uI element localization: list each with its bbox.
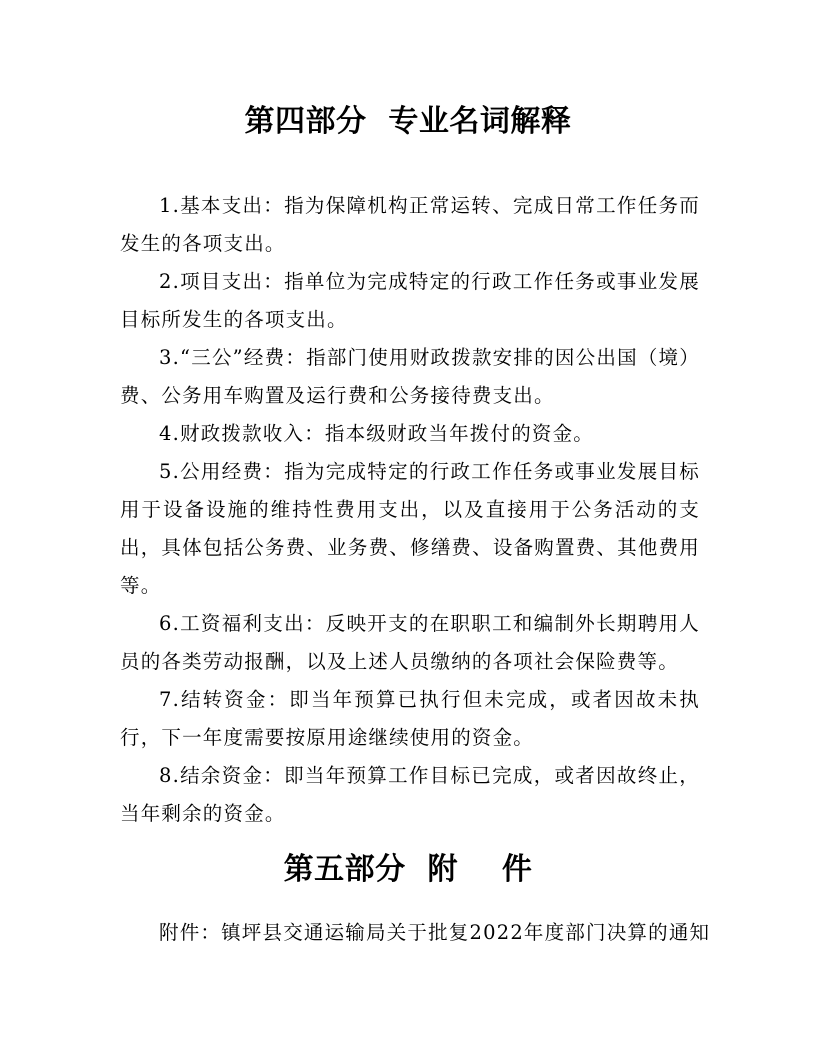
section-5-heading: 第五部分 附 件 [283,852,533,887]
term-three-public-funds: 3.“三公”经费：指部门使用财政拨款安排的因公出国（境）费、公务用车购置及运行费和公务接待费支出。 [120,346,700,407]
term-public-funds: 5.公用经费：指为完成特定的行政工作任务或事业发展目标用于设备设施的维持性费用支出，以及直接用于公务活动的支出，具体包括公务费、业务费、修缮费、设备购置费、其他费用等。 [120,460,700,597]
section-4-heading: 第四部分 专业名词解释 [244,104,572,139]
term-definitions-list [120,187,700,833]
term-surplus-funds: 8.结余资金：即当年预算工作目标已完成，或者因故终止，当年剩余的资金。 [120,764,700,825]
term-wages-welfare-expenditure: 6.工资福利支出：反映开支的在职职工和编制外长期聘用人员的各类劳动报酬，以及上述人员缴纳的各项社会保险费等。 [120,612,700,673]
term-basic-expenditure: 1.基本支出：指为保障机构正常运转、完成日常工作任务而发生的各项支出。 [120,194,700,255]
attachment-line: 附件：镇坪县交通运输局关于批复2022年度部门决算的通知 [159,921,711,944]
term-project-expenditure: 2.项目支出：指单位为完成特定的行政工作任务或事业发展目标所发生的各项支出。 [120,270,700,331]
term-fiscal-appropriation-income: 4.财政拨款收入：指本级财政当年拨付的资金。 [159,422,595,445]
term-carryover-funds: 7.结转资金：即当年预算已执行但未完成，或者因故未执行，下一年度需要按原用途继续使用的资金。 [120,688,700,749]
